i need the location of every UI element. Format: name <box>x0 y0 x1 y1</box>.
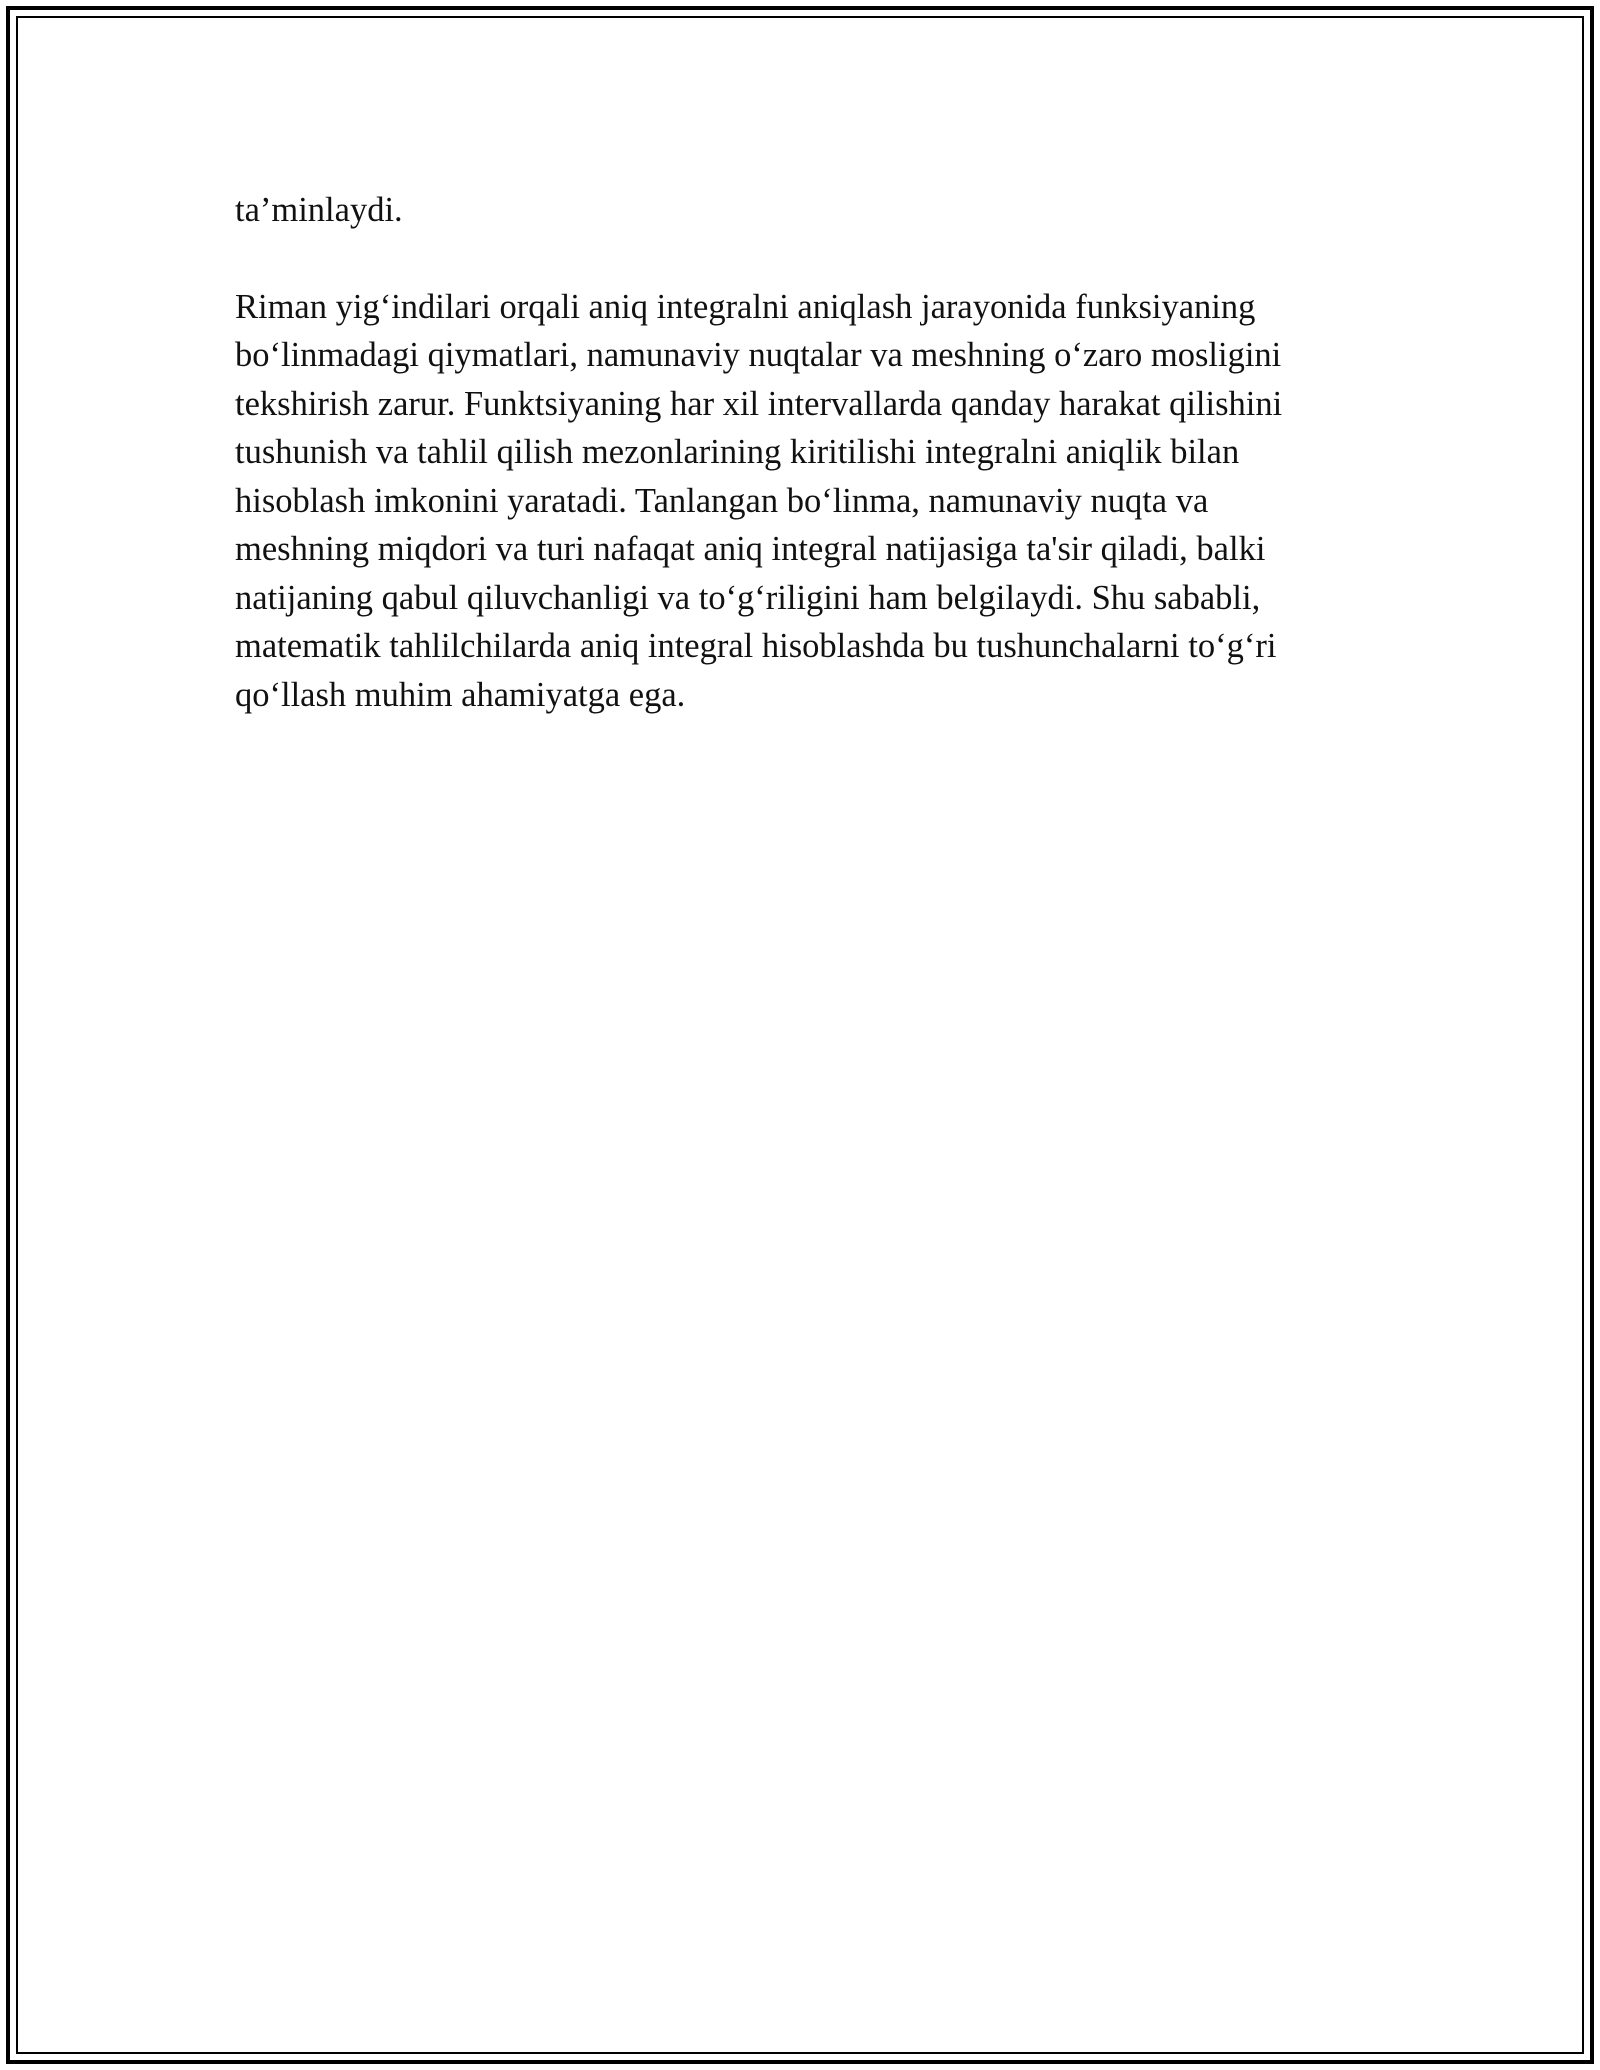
paragraph-riemann-sums: Riman yig‘indilari orqali aniq integralni aniqlash jarayonida funksiyaning bo‘linmadagi qiymatlari, namunaviy nuqtalar va meshning o‘zaro mosligini tekshirish zarur. Funktsiyaning har xil intervallarda qanday harakat qilishini tushunish va tahlil qilish mezonlarining kiritilishi integralni aniqlik bilan hisoblash imkonini yaratadi. Tanlangan bo‘linma, namunaviy nuqta va meshning miqdori va turi nafaqat aniq integral natijasiga ta'sir qiladi, balki natijaning qabul qiluvchanligi va to‘g‘riligini ham belgilaydi. Shu sababli, matematik tahlilchilarda aniq integral hisoblashda bu tushunchalarni to‘g‘ri qo‘llash muhim ahamiyatga ega. <box>235 287 1283 714</box>
document-body <box>235 186 1375 719</box>
paragraph-continuation: ta’minlaydi. <box>235 191 403 229</box>
